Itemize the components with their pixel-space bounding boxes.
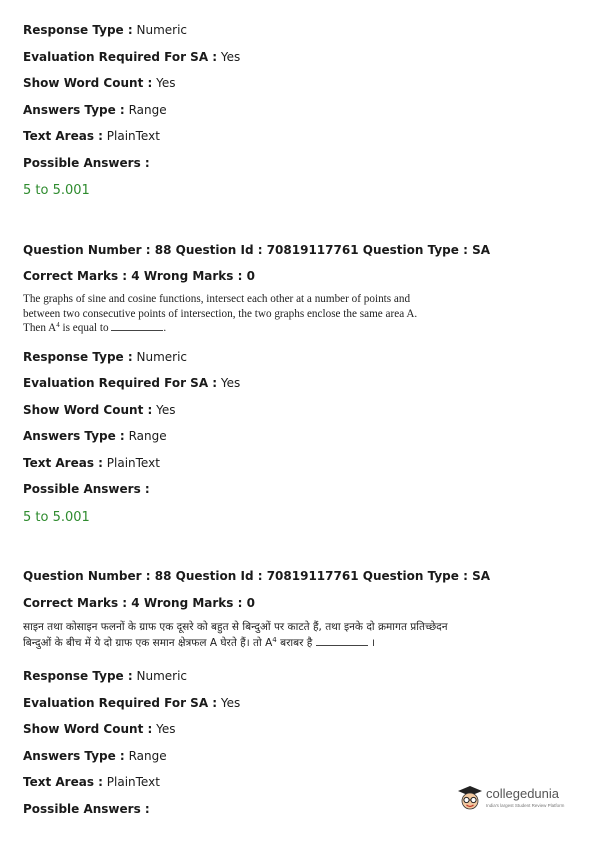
question-type-label: Question Type : bbox=[362, 569, 468, 583]
wrong-marks-value: 0 bbox=[246, 269, 255, 283]
possible-answer-value: 5 to 5.001 bbox=[23, 510, 90, 525]
text-areas-row bbox=[23, 456, 160, 470]
show-word-count-label: Show Word Count : bbox=[23, 403, 153, 417]
question-text-line: साइन तथा कोसाइन फलनों के ग्राफ एक दूसरे को बहुत से बिन्दुओं पर काटते हैं, तथा इनके दो क्रमागत प्रतिच्छेदन bbox=[23, 621, 448, 633]
evaluation-required-row bbox=[23, 376, 240, 390]
question-number-label: Question Number : bbox=[23, 569, 151, 583]
question-type-value: SA bbox=[472, 569, 491, 583]
marks-row bbox=[23, 596, 255, 610]
response-type-label: Response Type : bbox=[23, 23, 133, 37]
question-id-label: Question Id : bbox=[175, 243, 263, 257]
answers-type-value: Range bbox=[128, 103, 167, 117]
evaluation-required-row bbox=[23, 50, 240, 64]
show-word-count-row bbox=[23, 722, 175, 736]
text-areas-label: Text Areas : bbox=[23, 775, 103, 789]
show-word-count-row bbox=[23, 76, 175, 90]
show-word-count-row bbox=[23, 403, 175, 417]
response-type-value: Numeric bbox=[136, 23, 188, 37]
show-word-count-label: Show Word Count : bbox=[23, 722, 153, 736]
evaluation-required-value: Yes bbox=[220, 376, 241, 390]
response-type-value: Numeric bbox=[136, 669, 188, 683]
answers-type-label: Answers Type : bbox=[23, 103, 125, 117]
show-word-count-value: Yes bbox=[156, 722, 176, 736]
evaluation-required-label: Evaluation Required For SA : bbox=[23, 696, 218, 710]
text-areas-value: PlainText bbox=[106, 129, 160, 143]
response-type-row bbox=[23, 23, 187, 37]
question-text-hi bbox=[23, 619, 473, 651]
question-id-value: 70819117761 bbox=[266, 243, 359, 257]
possible-answers-row bbox=[23, 802, 150, 816]
question-type-value: SA bbox=[472, 243, 491, 257]
logo-tagline: India's largest Student Review Platform bbox=[486, 803, 565, 808]
response-type-label: Response Type : bbox=[23, 350, 133, 364]
text-areas-row bbox=[23, 129, 160, 143]
question-type-label: Question Type : bbox=[362, 243, 468, 257]
question-text-line: between two consecutive points of intersection, the two graphs enclose the same area A. bbox=[23, 307, 418, 320]
answers-type-row bbox=[23, 429, 167, 443]
correct-marks-value: 4 bbox=[131, 269, 140, 283]
evaluation-required-row bbox=[23, 696, 240, 710]
response-type-row bbox=[23, 669, 187, 683]
question-text-en bbox=[23, 292, 463, 336]
possible-answers-row bbox=[23, 482, 150, 496]
show-word-count-label: Show Word Count : bbox=[23, 76, 153, 90]
student-mascot-icon bbox=[456, 783, 484, 813]
text-areas-label: Text Areas : bbox=[23, 129, 103, 143]
correct-marks-label: Correct Marks : bbox=[23, 596, 128, 610]
possible-answers-row bbox=[23, 156, 150, 170]
text-areas-value: PlainText bbox=[106, 775, 160, 789]
possible-answers-label: Possible Answers : bbox=[23, 482, 150, 496]
response-type-value: Numeric bbox=[136, 350, 188, 364]
collegedunia-logo bbox=[456, 783, 576, 815]
answers-type-label: Answers Type : bbox=[23, 429, 125, 443]
answer-blank bbox=[111, 321, 163, 331]
question-header bbox=[23, 569, 490, 583]
answers-type-value: Range bbox=[128, 429, 167, 443]
question-text-line: The graphs of sine and cosine functions, intersect each other at a number of points and bbox=[23, 293, 411, 305]
wrong-marks-label: Wrong Marks : bbox=[143, 596, 243, 610]
show-word-count-value: Yes bbox=[156, 403, 176, 417]
question-header bbox=[23, 243, 490, 257]
correct-marks-label: Correct Marks : bbox=[23, 269, 128, 283]
show-word-count-value: Yes bbox=[156, 76, 176, 90]
question-id-label: Question Id : bbox=[175, 569, 263, 583]
evaluation-required-value: Yes bbox=[220, 696, 241, 710]
question-number-value: 88 bbox=[154, 243, 172, 257]
text-areas-label: Text Areas : bbox=[23, 456, 103, 470]
possible-answer-value: 5 to 5.001 bbox=[23, 183, 90, 198]
evaluation-required-label: Evaluation Required For SA : bbox=[23, 50, 218, 64]
answers-type-value: Range bbox=[128, 749, 167, 763]
response-type-label: Response Type : bbox=[23, 669, 133, 683]
text-areas-value: PlainText bbox=[106, 456, 160, 470]
question-number-label: Question Number : bbox=[23, 243, 151, 257]
possible-answers-label: Possible Answers : bbox=[23, 802, 150, 816]
evaluation-required-value: Yes bbox=[220, 50, 241, 64]
text-areas-row bbox=[23, 775, 160, 789]
wrong-marks-value: 0 bbox=[246, 596, 255, 610]
marks-row bbox=[23, 269, 255, 283]
wrong-marks-label: Wrong Marks : bbox=[143, 269, 243, 283]
correct-marks-value: 4 bbox=[131, 596, 140, 610]
question-text-line: बिन्दुओं के बीच में ये दो ग्राफ एक समान क्षेत्रफल A घेरते हैं। तो $A^4$ बराबर है । bbox=[23, 636, 375, 649]
question-id-value: 70819117761 bbox=[266, 569, 359, 583]
possible-answers-label: Possible Answers : bbox=[23, 156, 150, 170]
evaluation-required-label: Evaluation Required For SA : bbox=[23, 376, 218, 390]
response-type-row bbox=[23, 350, 187, 364]
question-text-line: Then $A^4$ is equal to . bbox=[23, 321, 167, 335]
answers-type-row bbox=[23, 749, 167, 763]
answer-blank bbox=[316, 636, 368, 646]
logo-name: collegedunia bbox=[486, 786, 560, 801]
answers-type-label: Answers Type : bbox=[23, 749, 125, 763]
answers-type-row bbox=[23, 103, 167, 117]
question-number-value: 88 bbox=[154, 569, 172, 583]
